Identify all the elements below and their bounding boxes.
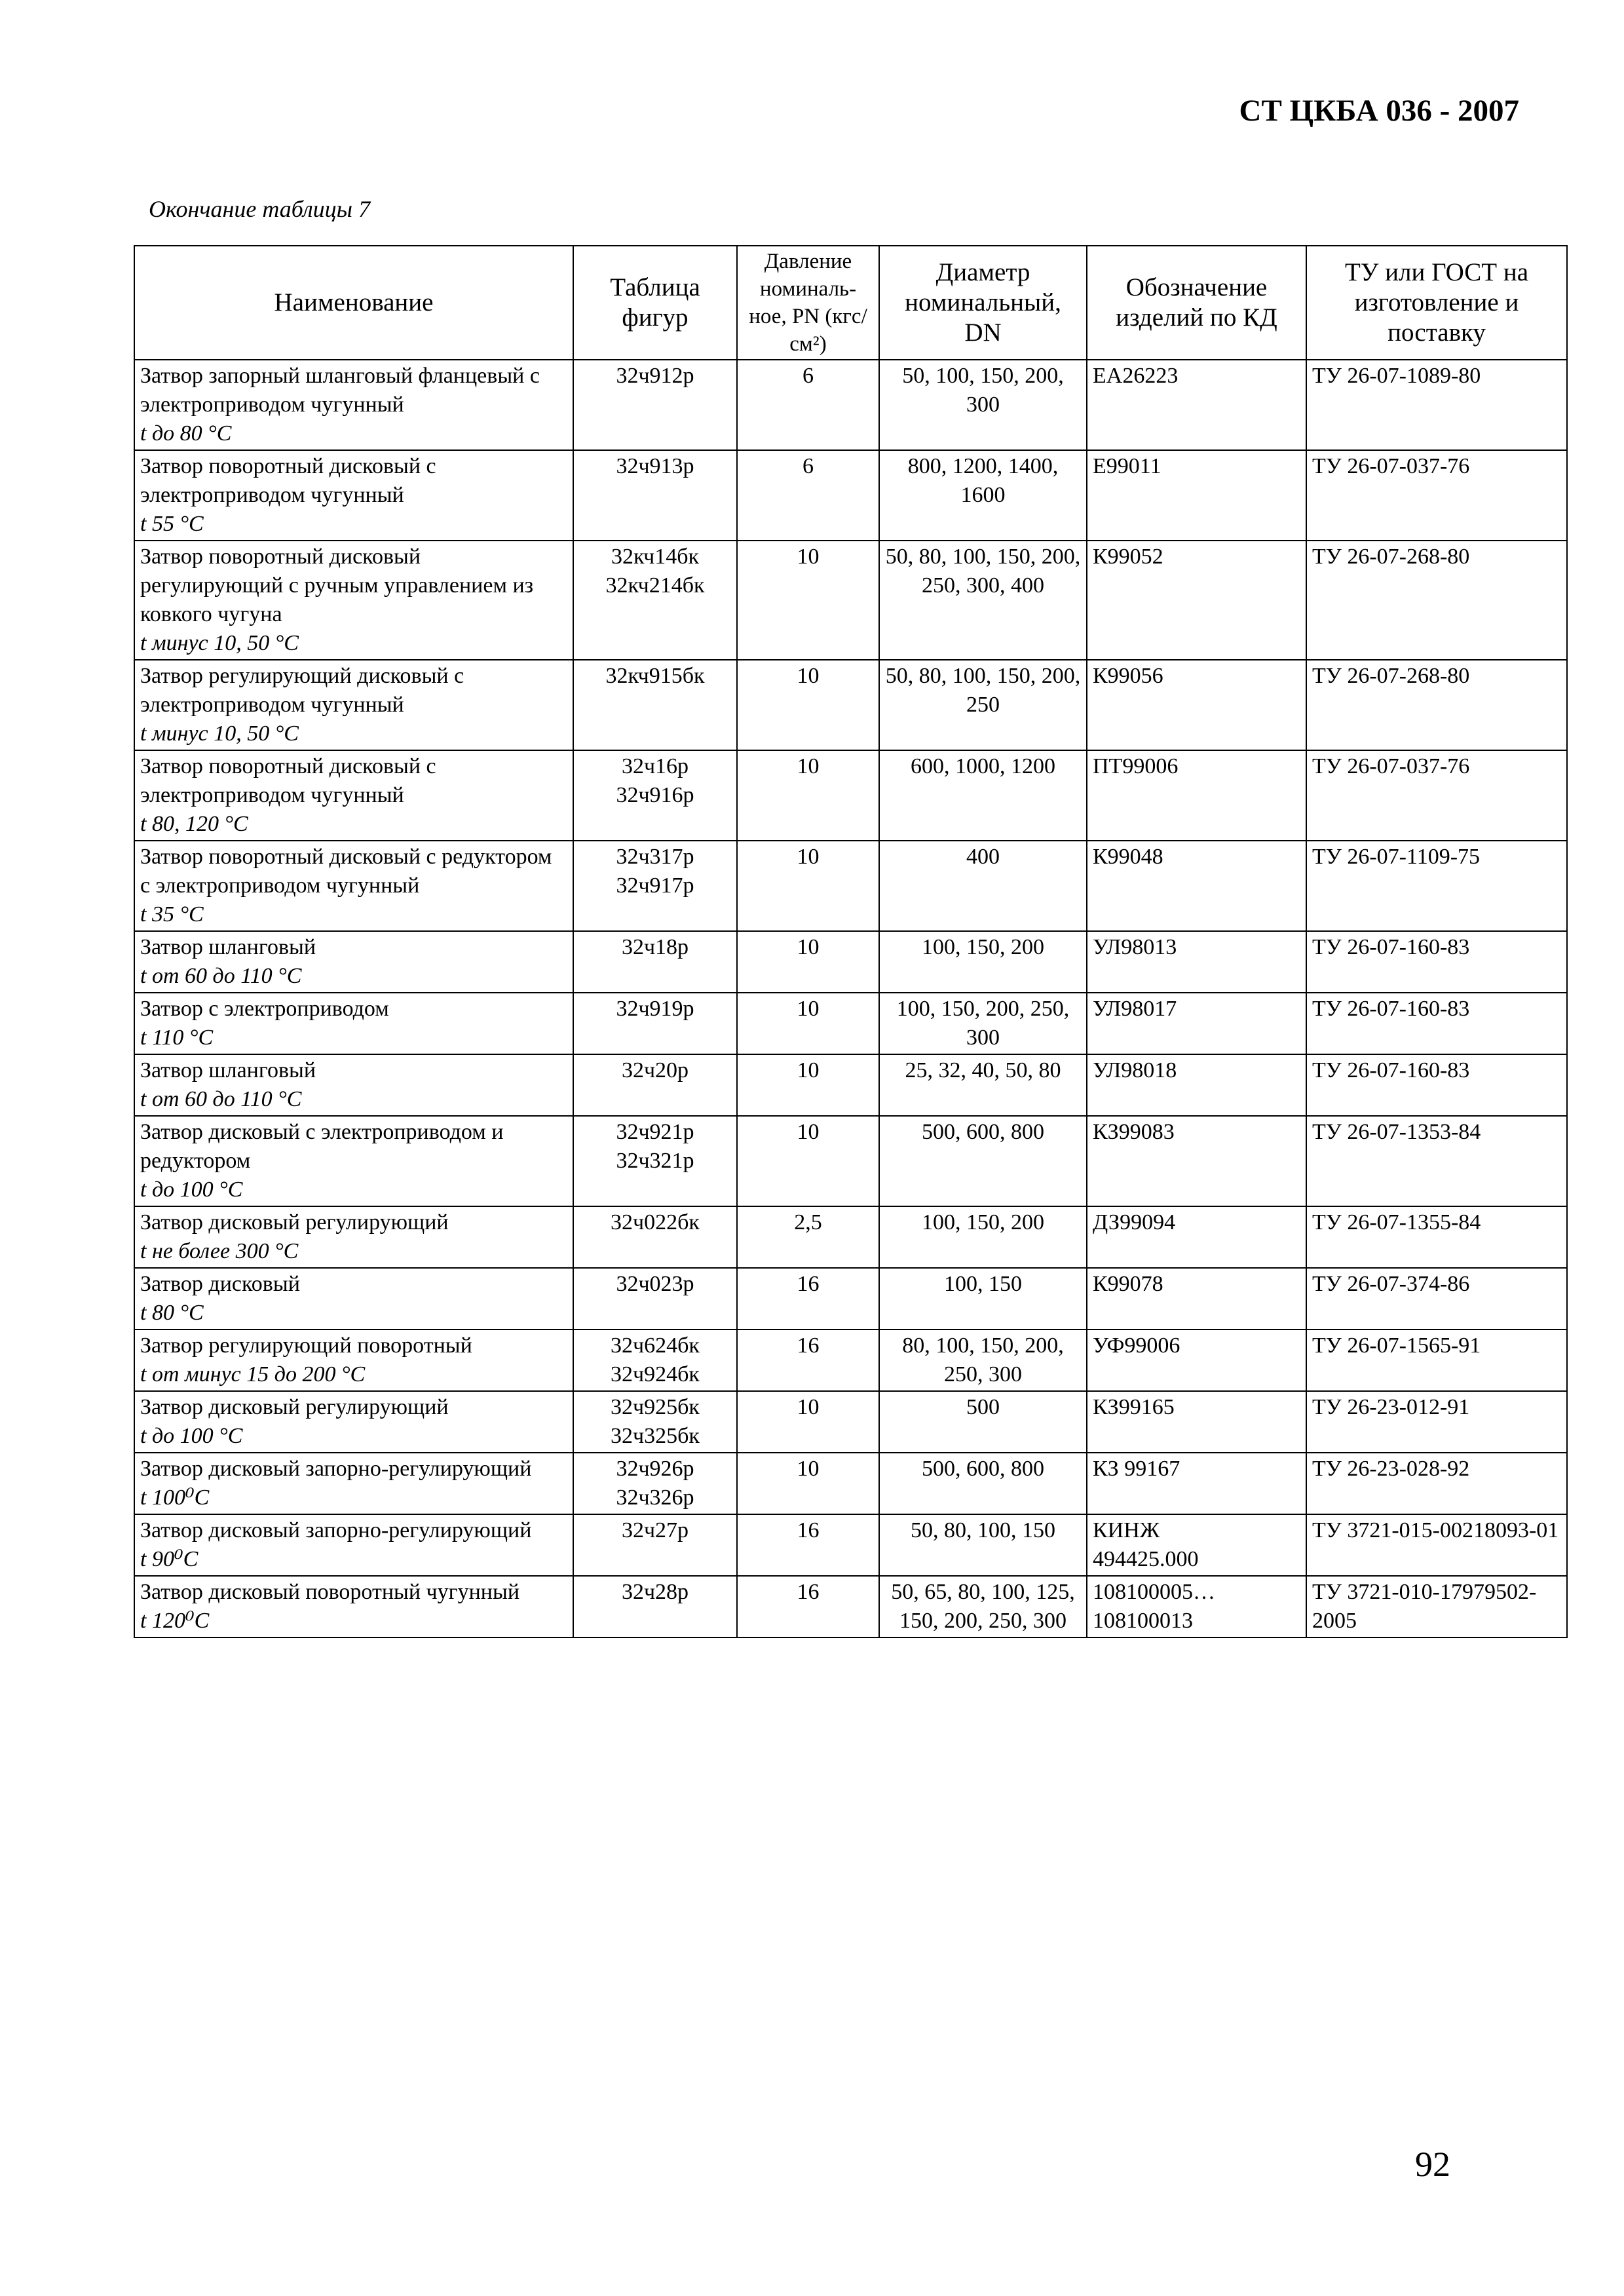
cell-name	[134, 1453, 573, 1514]
valve-name: Затвор дисковый с электроприводом и редуктором	[140, 1120, 504, 1173]
table-row	[134, 931, 1567, 993]
table-row	[134, 1054, 1567, 1116]
figure-code: 32ч926р	[616, 1457, 694, 1481]
valve-name: Затвор поворотный дисковый с электроприводом чугунный	[140, 754, 436, 807]
header-figures: Таблица фигур	[573, 246, 737, 360]
cell-pressure: 6	[737, 450, 879, 541]
cell-diameter: 800, 1200, 1400, 1600	[879, 450, 1087, 541]
valve-name: Затвор поворотный дисковый с редуктором с электроприводом чугунный	[140, 845, 552, 898]
cell-designation	[1087, 360, 1306, 450]
cell-designation	[1087, 1268, 1306, 1330]
cell-diameter: 50, 80, 100, 150	[879, 1514, 1087, 1576]
cell-figures	[573, 1576, 737, 1637]
cell-spec: ТУ 26-07-1089-80	[1306, 360, 1567, 450]
cell-diameter: 100, 150, 200	[879, 931, 1087, 993]
cell-diameter: 25, 32, 40, 50, 80	[879, 1054, 1087, 1116]
designation-code: КЗ 99167	[1093, 1457, 1180, 1481]
cell-figures	[573, 1054, 737, 1116]
cell-name	[134, 1576, 573, 1637]
table-row	[134, 360, 1567, 450]
temperature-range: t до 100 °С	[140, 1177, 243, 1202]
header-designation: Обозначение изделий по КД	[1087, 246, 1306, 360]
cell-name	[134, 360, 573, 450]
cell-pressure: 10	[737, 541, 879, 660]
cell-spec: ТУ 26-07-1355-84	[1306, 1206, 1567, 1268]
temperature-range: t не более 300 °С	[140, 1239, 299, 1263]
cell-designation	[1087, 1206, 1306, 1268]
cell-figures	[573, 1453, 737, 1514]
cell-figures	[573, 1116, 737, 1206]
valve-name: Затвор дисковый регулирующий	[140, 1395, 449, 1419]
designation-code: КИНЖ	[1093, 1518, 1160, 1542]
valves-table	[134, 245, 1568, 1638]
cell-diameter: 100, 150, 200	[879, 1206, 1087, 1268]
cell-diameter: 80, 100, 150, 200, 250, 300	[879, 1330, 1087, 1391]
cell-figures	[573, 360, 737, 450]
temperature-range: t 90⁰С	[140, 1547, 198, 1571]
temperature-range: t 110 °С	[140, 1025, 214, 1050]
cell-name	[134, 1514, 573, 1576]
temperature-range: t минус 10, 50 °С	[140, 721, 299, 746]
designation-code: УЛ98018	[1093, 1058, 1177, 1082]
table-row	[134, 1206, 1567, 1268]
cell-pressure: 16	[737, 1268, 879, 1330]
cell-diameter: 100, 150, 200, 250, 300	[879, 993, 1087, 1054]
figure-code: 32ч919р	[616, 997, 694, 1021]
cell-name	[134, 450, 573, 541]
cell-name	[134, 750, 573, 841]
cell-diameter: 500	[879, 1391, 1087, 1453]
figure-code: 32кч915бк	[605, 664, 705, 688]
cell-name	[134, 993, 573, 1054]
table-row	[134, 1391, 1567, 1453]
temperature-range: t 80 °С	[140, 1301, 204, 1325]
cell-designation	[1087, 1054, 1306, 1116]
temperature-range: t 120⁰С	[140, 1609, 210, 1633]
valve-name: Затвор дисковый поворотный чугунный	[140, 1580, 520, 1604]
valve-name: Затвор запорный шланговый фланцевый с электроприводом чугунный	[140, 364, 540, 417]
temperature-range: t от 60 до 110 °С	[140, 1087, 302, 1111]
cell-spec: ТУ 26-07-374-86	[1306, 1268, 1567, 1330]
page-number: 92	[1415, 2145, 1450, 2184]
figure-code: 32ч023р	[616, 1272, 694, 1296]
cell-spec: ТУ 3721-015-00218093-01	[1306, 1514, 1567, 1576]
cell-name	[134, 931, 573, 993]
cell-pressure: 10	[737, 1391, 879, 1453]
designation-code: 494425.000	[1093, 1547, 1199, 1571]
cell-spec: ТУ 26-07-037-76	[1306, 750, 1567, 841]
cell-name	[134, 1206, 573, 1268]
cell-pressure: 10	[737, 750, 879, 841]
cell-pressure: 10	[737, 841, 879, 931]
cell-figures	[573, 750, 737, 841]
cell-pressure: 10	[737, 1054, 879, 1116]
cell-diameter: 500, 600, 800	[879, 1116, 1087, 1206]
figure-code: 32ч18р	[621, 935, 689, 959]
figure-code: 32ч916р	[616, 783, 694, 807]
cell-designation	[1087, 1391, 1306, 1453]
figure-code: 32кч214бк	[605, 573, 705, 598]
cell-figures	[573, 841, 737, 931]
cell-pressure: 16	[737, 1514, 879, 1576]
cell-designation	[1087, 841, 1306, 931]
cell-diameter: 100, 150	[879, 1268, 1087, 1330]
valve-name: Затвор с электроприводом	[140, 997, 389, 1021]
figure-code: 32ч925бк	[611, 1395, 700, 1419]
cell-pressure: 2,5	[737, 1206, 879, 1268]
cell-designation	[1087, 931, 1306, 993]
cell-designation	[1087, 1576, 1306, 1637]
cell-diameter: 50, 100, 150, 200, 300	[879, 360, 1087, 450]
table-row	[134, 1330, 1567, 1391]
cell-diameter: 50, 80, 100, 150, 200, 250, 300, 400	[879, 541, 1087, 660]
cell-pressure: 6	[737, 360, 879, 450]
cell-name	[134, 660, 573, 750]
cell-designation	[1087, 450, 1306, 541]
cell-figures	[573, 1206, 737, 1268]
cell-figures	[573, 450, 737, 541]
temperature-range: t 35 °С	[140, 902, 204, 927]
designation-code: КЗ99083	[1093, 1120, 1175, 1144]
designation-code: К99052	[1093, 545, 1163, 569]
cell-figures	[573, 1268, 737, 1330]
figure-code: 32ч325бк	[611, 1424, 700, 1448]
cell-name	[134, 1054, 573, 1116]
temperature-range: t до 80 °С	[140, 421, 232, 446]
designation-code: 108100013	[1093, 1609, 1193, 1633]
table-body	[134, 360, 1567, 1637]
cell-spec: ТУ 26-07-268-80	[1306, 660, 1567, 750]
table-row	[134, 541, 1567, 660]
temperature-range: t 80, 120 °С	[140, 812, 248, 836]
cell-name	[134, 1116, 573, 1206]
designation-code: УЛ98017	[1093, 997, 1177, 1021]
table-row	[134, 1576, 1567, 1637]
cell-name	[134, 541, 573, 660]
valve-name: Затвор шланговый	[140, 1058, 316, 1082]
cell-pressure: 16	[737, 1330, 879, 1391]
cell-pressure: 10	[737, 931, 879, 993]
figure-code: 32ч16р	[621, 754, 689, 778]
cell-spec: ТУ 26-07-1109-75	[1306, 841, 1567, 931]
cell-spec: ТУ 26-07-1565-91	[1306, 1330, 1567, 1391]
cell-pressure: 10	[737, 1116, 879, 1206]
cell-diameter: 400	[879, 841, 1087, 931]
header-name: Наименование	[134, 246, 573, 360]
temperature-range: t 55 °С	[140, 512, 204, 536]
cell-name	[134, 841, 573, 931]
cell-designation	[1087, 1116, 1306, 1206]
valve-name: Затвор регулирующий поворотный	[140, 1333, 472, 1358]
figure-code: 32ч022бк	[611, 1210, 700, 1234]
figure-code: 32ч321р	[616, 1149, 694, 1173]
designation-code: К99048	[1093, 845, 1163, 869]
cell-designation	[1087, 750, 1306, 841]
cell-pressure: 10	[737, 993, 879, 1054]
cell-diameter: 500, 600, 800	[879, 1453, 1087, 1514]
cell-figures	[573, 1514, 737, 1576]
header-spec: ТУ или ГОСТ на изготовление и поставку	[1306, 246, 1567, 360]
figure-code: 32ч912р	[616, 364, 694, 388]
table-row	[134, 1514, 1567, 1576]
cell-figures	[573, 1391, 737, 1453]
header-diameter: Диаметр номинальный, DN	[879, 246, 1087, 360]
temperature-range: t 100⁰С	[140, 1485, 210, 1510]
table-row	[134, 1268, 1567, 1330]
table-row	[134, 750, 1567, 841]
designation-code: КЗ99165	[1093, 1395, 1175, 1419]
temperature-range: t от 60 до 110 °С	[140, 964, 302, 988]
cell-pressure: 10	[737, 1453, 879, 1514]
designation-code: УФ99006	[1093, 1333, 1180, 1358]
table-row	[134, 841, 1567, 931]
designation-code: ЕА26223	[1093, 364, 1179, 388]
cell-spec: ТУ 26-07-037-76	[1306, 450, 1567, 541]
cell-spec: ТУ 26-23-012-91	[1306, 1391, 1567, 1453]
figure-code: 32ч20р	[621, 1058, 689, 1082]
temperature-range: t минус 10, 50 °С	[140, 631, 299, 655]
table-row	[134, 660, 1567, 750]
table-header-row	[134, 246, 1567, 360]
cell-figures	[573, 660, 737, 750]
figure-code: 32ч624бк	[611, 1333, 700, 1358]
designation-code: К99078	[1093, 1272, 1163, 1296]
cell-designation	[1087, 660, 1306, 750]
temperature-range: t до 100 °С	[140, 1424, 243, 1448]
designation-code: Е99011	[1093, 454, 1161, 478]
cell-diameter: 50, 65, 80, 100, 125, 150, 200, 250, 300	[879, 1576, 1087, 1637]
figure-code: 32ч317р	[616, 845, 694, 869]
table-row	[134, 1116, 1567, 1206]
figure-code: 32ч28р	[621, 1580, 689, 1604]
valve-name: Затвор регулирующий дисковый с электроприводом чугунный	[140, 664, 464, 717]
figure-code: 32ч924бк	[611, 1362, 700, 1387]
cell-designation	[1087, 1330, 1306, 1391]
cell-figures	[573, 931, 737, 993]
cell-figures	[573, 1330, 737, 1391]
cell-spec: ТУ 26-23-028-92	[1306, 1453, 1567, 1514]
figure-code: 32ч921р	[616, 1120, 694, 1144]
valve-name: Затвор дисковый запорно-регулирующий	[140, 1518, 532, 1542]
cell-spec: ТУ 26-07-160-83	[1306, 1054, 1567, 1116]
cell-name	[134, 1391, 573, 1453]
valve-name: Затвор поворотный дисковый регулирующий с ручным управлением из ковкого чугуна	[140, 545, 534, 626]
designation-code: УЛ98013	[1093, 935, 1177, 959]
cell-spec: ТУ 26-07-1353-84	[1306, 1116, 1567, 1206]
valve-name: Затвор поворотный дисковый с электроприводом чугунный	[140, 454, 436, 507]
table-row	[134, 993, 1567, 1054]
designation-code: 108100005…	[1093, 1580, 1215, 1604]
designation-code: К99056	[1093, 664, 1163, 688]
figure-code: 32кч14бк	[611, 545, 700, 569]
temperature-range: t от минус 15 до 200 °С	[140, 1362, 366, 1387]
cell-pressure: 10	[737, 660, 879, 750]
cell-figures	[573, 541, 737, 660]
table-row	[134, 1453, 1567, 1514]
cell-spec: ТУ 3721-010-17979502-2005	[1306, 1576, 1567, 1637]
header-pressure: Давление номиналь-ное, PN (кгс/см²)	[737, 246, 879, 360]
valve-name: Затвор дисковый регулирующий	[140, 1210, 449, 1234]
cell-name	[134, 1330, 573, 1391]
designation-code: ПТ99006	[1093, 754, 1179, 778]
cell-spec: ТУ 26-07-268-80	[1306, 541, 1567, 660]
valve-name: Затвор дисковый	[140, 1272, 300, 1296]
table-caption: Окончание таблицы 7	[149, 196, 371, 222]
cell-figures	[573, 993, 737, 1054]
cell-designation	[1087, 1514, 1306, 1576]
document-code: СТ ЦКБА 036 - 2007	[1239, 94, 1519, 128]
cell-diameter: 600, 1000, 1200	[879, 750, 1087, 841]
cell-designation	[1087, 1453, 1306, 1514]
figure-code: 32ч27р	[621, 1518, 689, 1542]
cell-designation	[1087, 541, 1306, 660]
designation-code: ДЗ99094	[1093, 1210, 1176, 1234]
cell-pressure: 16	[737, 1576, 879, 1637]
valve-name: Затвор дисковый запорно-регулирующий	[140, 1457, 532, 1481]
figure-code: 32ч326р	[616, 1485, 694, 1510]
table-row	[134, 450, 1567, 541]
cell-name	[134, 1268, 573, 1330]
cell-spec: ТУ 26-07-160-83	[1306, 931, 1567, 993]
valve-name: Затвор шланговый	[140, 935, 316, 959]
cell-spec: ТУ 26-07-160-83	[1306, 993, 1567, 1054]
cell-designation	[1087, 993, 1306, 1054]
figure-code: 32ч913р	[616, 454, 694, 478]
cell-diameter: 50, 80, 100, 150, 200, 250	[879, 660, 1087, 750]
figure-code: 32ч917р	[616, 873, 694, 898]
